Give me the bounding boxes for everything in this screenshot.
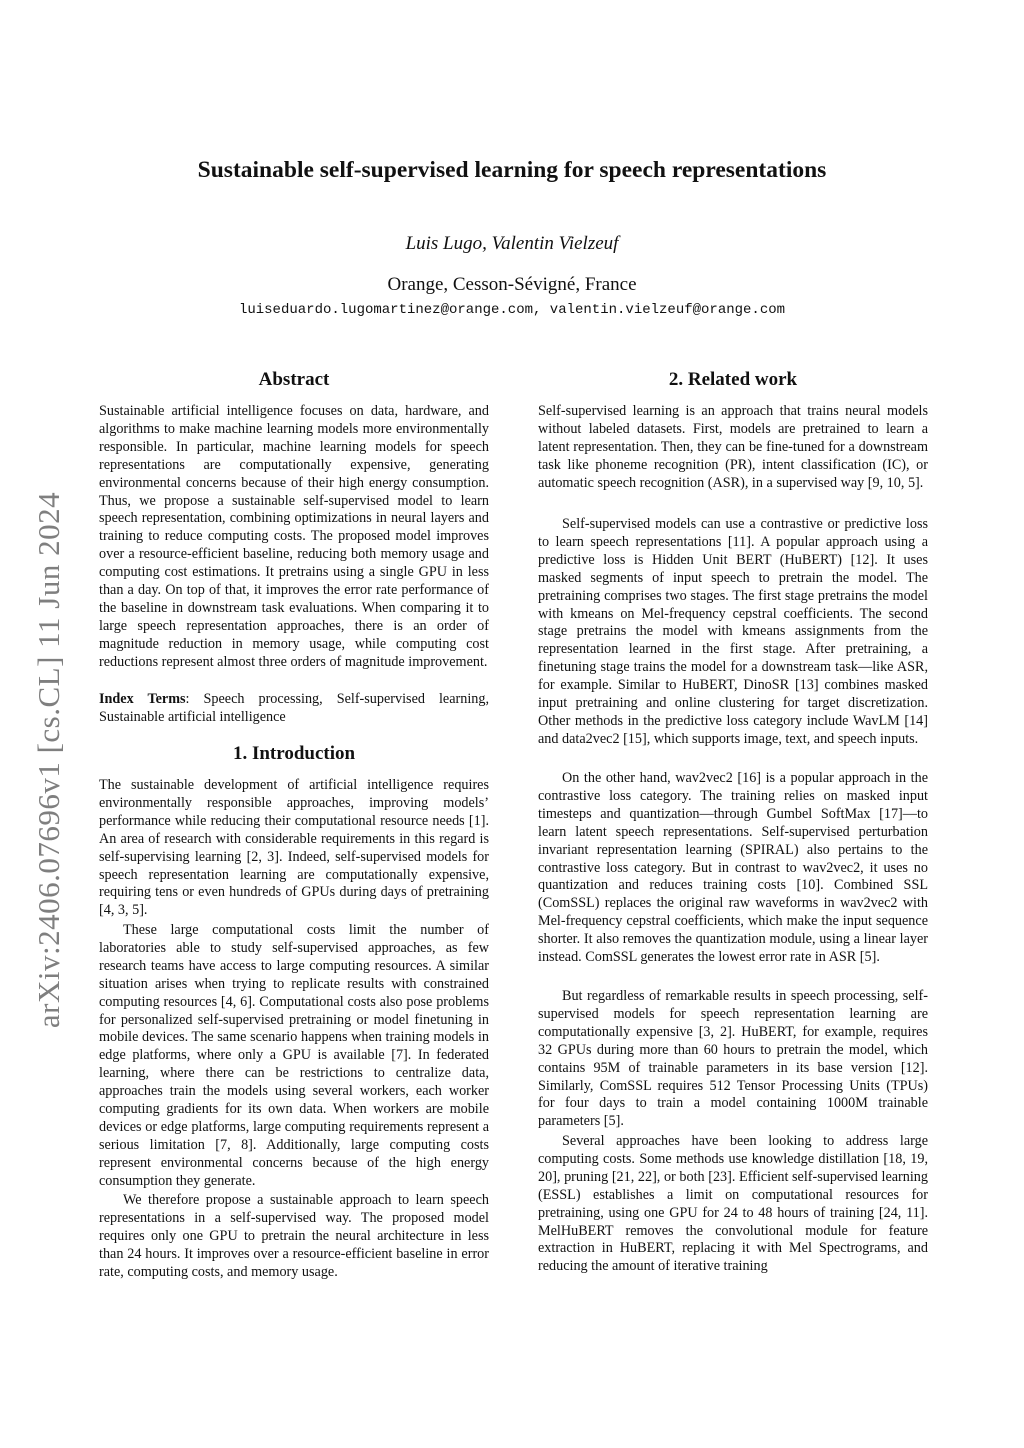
paper-affiliation: Orange, Cesson-Sévigné, France [387, 274, 637, 295]
paper-title: Sustainable self-supervised learning for speech representations [197, 157, 827, 183]
related-paragraph-4: But regardless of remarkable results in speech processing, self-supervised models for speech representation learning are computationally expensive [3, 2]. HuBERT, for example, requires 32 GPUs during more than 60 hours to pretrain the model, which contains 95M of trainable parameters in its base version [12]. Similarly, ComSSL requires 512 Tensor Processing Units (TPUs) for four days to train a model containing 1000M trainable parameters [5]. [538, 988, 928, 1130]
abstract-heading: Abstract [258, 369, 330, 390]
introduction-heading: 1. Introduction [232, 743, 356, 764]
index-terms-label: Index Terms [99, 691, 186, 707]
intro-paragraph-2: These large computational costs limit the number of laboratories able to study self-supervised approaches, as few research teams have access to large computing resources. A similar situation arises when trying to replicate results with constrained computing resources [4, 6]. Computational costs also pose problems for personalized self-supervised pretraining or model finetuning in mobile devices. The same scenario happens when training models in edge platforms, where only a GPU is available [7]. In federated learning, where there can be restrictions to centralize data, approaches train the models using several workers, each worker computing gradients for its own data. When workers are mobile devices or edge platforms, large computing requirements represent a serious limitation [7, 8]. Additionally, large computing costs represent environmental concerns because of the high energy consumption they generate. [99, 922, 489, 1189]
related-paragraph-1: Self-supervised learning is an approach that trains neural models without labeled datasets. First, models are pretrained to learn a latent representation. Then, they can be fine-tuned for a downstream task like phoneme recognition (PR), intent classification (IC), or automatic speech recognition (ASR), in a supervised way [9, 10, 5]. [538, 403, 928, 491]
index-terms-text: : Speech processing, Self-supervised learning, Sustainable artificial intelligence [99, 691, 489, 725]
related-paragraph-3: On the other hand, wav2vec2 [16] is a popular approach in the contrastive loss category. The training relies on masked input timesteps and quantization—through Gumbel SoftMax [17]—to learn latent speech representations. Self-supervised perturbation invariant representation learning (SPIRAL) also pertains to the contrastive loss category. But in contrast to wav2vec2, it uses no quantization and reduces training costs [10]. Combined SSL (ComSSL) replaces the original raw waveforms in wav2vec2 with Mel-frequency cepstral coefficients, which make the input sequence shorter. It also removes the quantization module, using a linear layer instead. ComSSL generates the lowest error rate in ASR [5]. [538, 770, 928, 966]
abstract-body: Sustainable artificial intelligence focuses on data, hardware, and algorithms to make machine learning models more environmentally responsible. In particular, machine learning models for speech representations are computationally expensive, generating environmental concerns because of their high energy consumption. Thus, we propose a sustainable self-supervised model to learn speech representation, combining optimizations in neural layers and training to reduce computing costs. The proposed model improves over a resource-efficient baseline, reducing both memory usage and computing cost estimations. It pretrains using a single GPU in less than a day. On top of that, it improves the error rate performance of the baseline in downstream task evaluations. When comparing it to large speech representation approaches, there is an order of magnitude reduction in memory usage, while computing cost reductions represent almost three orders of magnitude improvement. [99, 403, 489, 670]
related-work-heading: 2. Related work [668, 369, 798, 390]
intro-paragraph-1: The sustainable development of artificial intelligence requires environmentally responsible approaches, improving models’ performance while reducing their computational resource needs [1]. An area of research with considerable requirements in this regard is self-supervising learning [2, 3]. Indeed, self-supervised models for speech representation learning are computationally expensive, requiring tens or even hundreds of GPUs during days of pretraining [4, 3, 5]. [99, 777, 489, 919]
related-paragraph-2: Self-supervised models can use a contrastive or predictive loss to learn speech representations [11]. A popular approach using a predictive loss is Hidden Unit BERT (HuBERT) [12]. It uses masked segments of input speech to pretrain the model. The pretraining comprises two stages. The first stage pretrains the model with kmeans on Mel-frequency cepstral coefficients. The second stage pretrains the model with kmeans assignments from the representation learned in the first stage. After pretraining, a finetuning stage trains the model for a downstream task—like ASR, for example. Similar to HuBERT, DinoSR [13] combines masked input pretraining and online clustering for target discretization. Other methods in the predictive loss category include WavLM [14] and data2vec2 [15], which supports image, text, and speech inputs. [538, 516, 928, 747]
intro-paragraph-3: We therefore propose a sustainable approach to learn speech representations in a self-supervised way. The proposed model requires only one GPU to pretrain the neural architecture in less than 24 hours. It improves over a resource-efficient baseline in error rate, computing costs, and memory usage. [99, 1192, 489, 1280]
paper-emails: luiseduardo.lugomartinez@orange.com, valentin.vielzeuf@orange.com [238, 302, 786, 318]
arxiv-sidebar-stamp [19, 455, 79, 1065]
paper-authors: Luis Lugo, Valentin Vielzeuf [405, 233, 619, 254]
related-paragraph-5: Several approaches have been looking to address large computing costs. Some methods use knowledge distillation [18, 19, 20], pruning [21, 22], or both [23]. Efficient self-supervised learning (ESSL) establishes a limit on computational resources for pretraining, using one GPU for 24 to 48 hours of training [24, 11]. MelHuBERT removes the convolutional module for feature extraction in HuBERT, replacing it with Mel Spectrograms, and reducing the amount of iterative training [538, 1133, 928, 1275]
arxiv-id: arXiv:2406.07696v1 [cs.CL] 11 Jun 2024 [31, 491, 67, 1029]
index-terms [99, 691, 489, 727]
